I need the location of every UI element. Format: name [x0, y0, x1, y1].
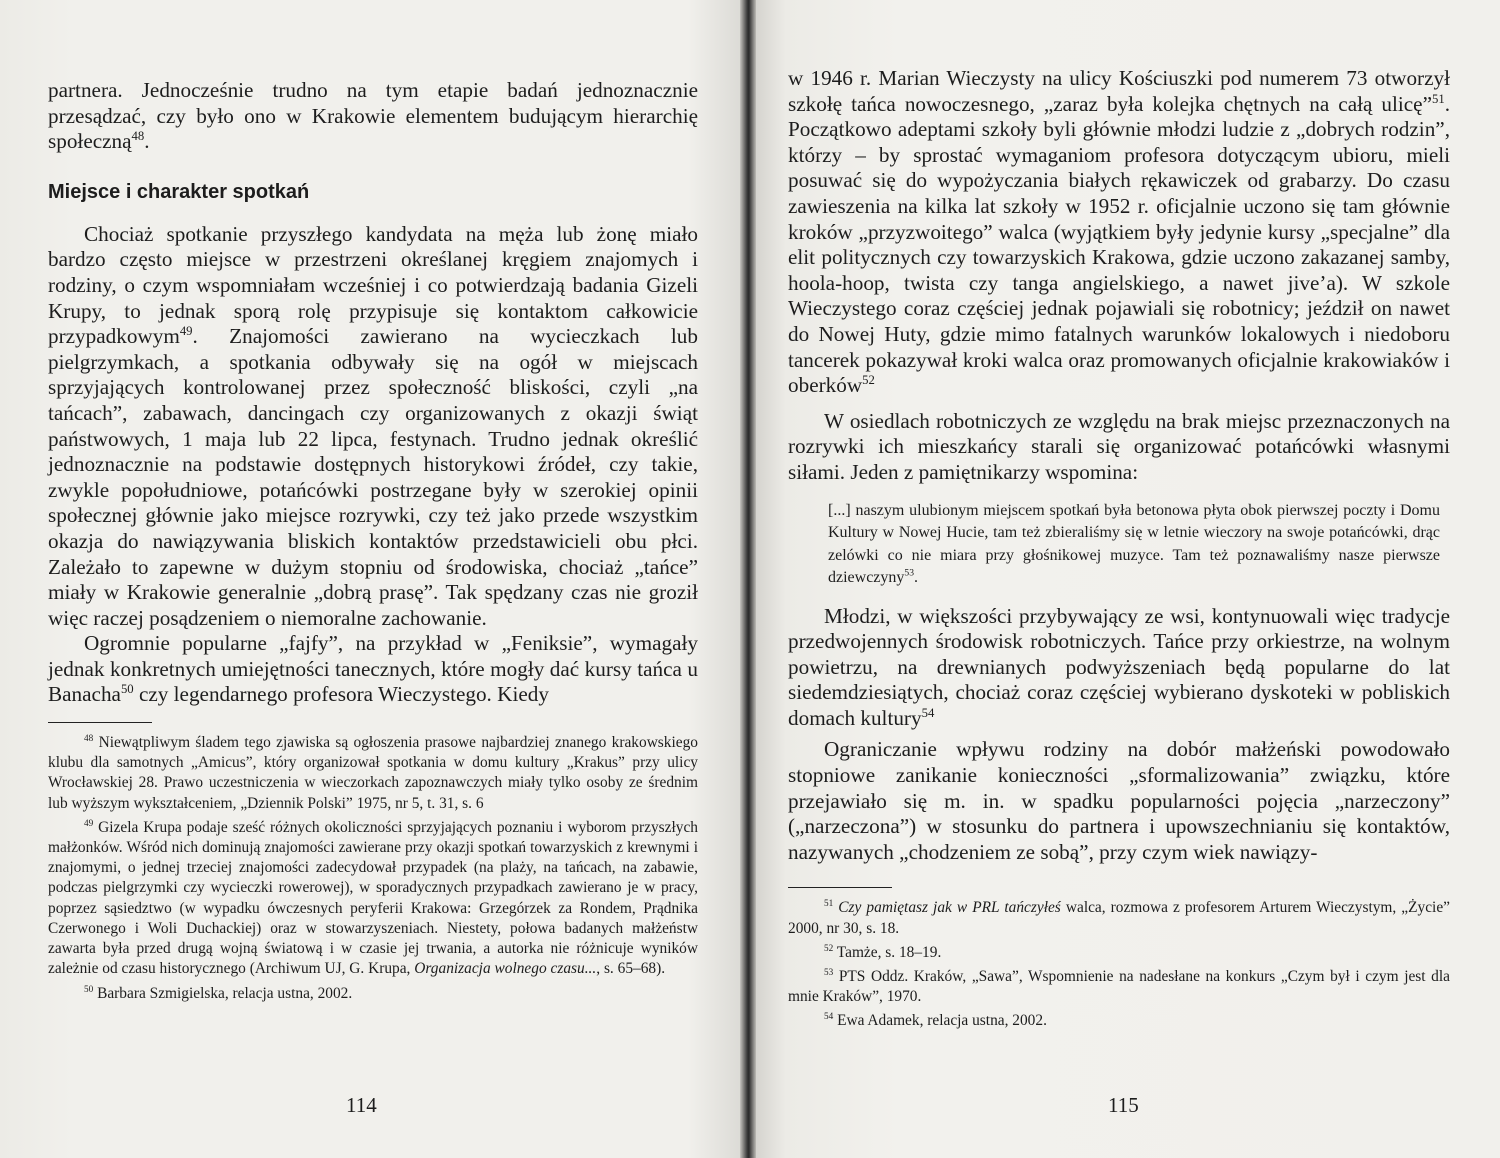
footnote-ref-51[interactable]: 51 [1431, 91, 1445, 106]
footnote-text: Tamże, s. 18–19. [833, 943, 942, 961]
paragraph-ograniczanie: Ograniczanie wpływu rodziny na dobór małżeński powodowało stopniowe zanikanie konieczności „sformalizowania” związku, które przejawiało się m. in. w spadku popularności pojęcia „narzeczony” („narzeczona”) w stosunku do partnera i upowszechnianiu się kontaktów, nazywanych „chodzeniem ze sobą”, przy czym wiek nawiązy- [788, 737, 1450, 864]
footnote-text: PTS Oddz. Kraków, „Sawa”, Wspomnienie na nadesłane na konkurs „Czym był i czym jest dla mnie Kraków”, 1970. [788, 968, 1450, 1006]
section-heading: Miejsce i charakter spotkań [48, 180, 310, 203]
footnote-51 [788, 898, 1450, 938]
paragraph-text: czy legendarnego profesora Wieczystego. Kiedy [133, 682, 549, 707]
page-number-left: 114 [346, 1093, 377, 1117]
footnote-number: 53 [824, 966, 834, 977]
footnote-ref-52[interactable]: 52 [862, 373, 875, 388]
paragraph-meeting-places [48, 222, 698, 632]
footnote-text: walca, rozmowa z profesorem Arturem Wieczystym, „Życie” 2000, nr 30, s. 18. [788, 899, 1450, 937]
paragraph-text: . Znajomości zawierano na wycieczkach lub pielgrzymkach, a spotkania odbywały się na ogół w miejscach sprzyjających kontrolowanej przez społeczność bliskości, czyli „na tańcach”, zabawach, dancingach czy organizowanych z okazji świąt państwowych, 1 maja lub 22 lipca, festynach. Trudno jednak określić jednoznacznie na podstawie dostępnych historykowi źródeł, czy takie, zwykle popołudniowe, potańcówki postrzegane były w szerokiej opinii społecznej głównie jako miejsce rozrywki, czy też jako przede wszystkim okazja do nawiązywania bliskich kontaktów przedstawicieli obu płci. Zależało to zapewne w dużym stopniu od środowiska, chociaż „tańce” miały w Krakowie generalnie „dobrą prasę”. Tak spędzany czas nie groził więc raczej posądzeniem o niemoralne zachowanie. [48, 324, 698, 630]
footnote-number: 49 [84, 817, 94, 828]
footnote-number: 54 [824, 1011, 834, 1022]
footnote-italic-title: Organizacja wolnego czasu... [414, 960, 597, 978]
footnote-50 [48, 984, 698, 1004]
left-text-column [48, 78, 698, 1008]
paragraph-osiedla: W osiedlach robotniczych ze względu na brak miejsc przeznaczonych na rozrywki ich mieszkańcy starali się organizować potańcówki własnymi siłami. Jeden z pamiętnikarzy wspomina: [788, 408, 1450, 484]
paragraph-text: Młodzi, w większości przybywający ze wsi, kontynuowali więc tradycje przedwojennych środowisk robotniczych. Tańce przy orkiestrze, na wolnym powietrzu, na drewnianych podwyższeniach będą popularne do lat siedemdziesiątych, chociaż coraz częściej wybierano dyskoteki w pobliskich domach kultury [788, 603, 1450, 730]
quote-end: . [914, 569, 918, 586]
paragraph-fajfy [48, 631, 698, 708]
paragraph-wieczysty [788, 66, 1450, 399]
footnote-number: 51 [824, 898, 834, 909]
footnote-text: Niewątpliwym śladem tego zjawiska są ogłoszenia prasowe najbardziej znanego krakowskiego klubu dla samotnych „Amicus”, który organizował spotkania w domu kultury „Krakus” przy ulicy Wrocławskiej 28. Prawo uczestniczenia w wieczorkach zapoznawczych miały tylko osoby ze średnim lub wyższym wykształceniem, „Dziennik Polski” 1975, nr 5, t. 31, s. 6 [48, 734, 698, 812]
book-gutter [740, 0, 756, 1158]
paragraph-text: Chociaż spotkanie przyszłego kandydata na męża lub żonę miało bardzo często miejsce w przestrzeni określanej kręgiem znajomych i rodziny, o czym wspomniałam wcześniej i co potwierdzają badania Gizeli Krupy, to jednak sporą rolę przypisuje się kontaktom całkowicie przypadkowym [48, 221, 698, 349]
footnote-number: 48 [84, 732, 94, 743]
right-text-column [788, 66, 1450, 1036]
paragraph-text: w 1946 r. Marian Wieczysty na ulicy Kościuszki pod numerem 73 otworzył szkołę tańca nowoczesnego, „zaraz była kolejka chętnych na całą ulicę” [788, 66, 1450, 116]
footnote-italic-title: Czy pamiętasz jak w PRL tańczyłeś [833, 899, 1061, 917]
footnote-divider [788, 887, 892, 888]
footnote-54 [788, 1011, 1450, 1031]
footnote-49 [48, 818, 698, 980]
paragraph-text: . Początkowo adeptami szkoły byli głównie młodzi ludzie z „dobrych rodzin”, którzy – by sprostać wymaganiom profesora dotyczącym ubioru, mieli posuwać się do wypożyczania białych rękawiczek od grabarzy. Do czasu zawieszenia na kilka lat szkoły w 1952 r. oficjalnie uczono się tam głównie kroków „przyzwoitego” walca (wyjątkiem były jedynie kursy „specjalne” dla elit politycznych czy towarzyskich Krakowa, gdzie uczono zakazanej samby, hoola-hoop, twista czy tanga angielskiego, a nawet jive’a). W szkole Wieczystego coraz częściej jednak pojawiali się robotnicy; jeździł on nawet do Nowej Huty, gdzie mimo fatalnych warunków lokalowych i niedoboru tancerek pokazywał kroki walca oraz promowanych oficjalnie krakowiaków i oberków [788, 91, 1450, 398]
intro-text: partnera. Jednocześnie trudno na tym etapie badań jednoznacznie przesądzać, czy było ono w Krakowie elementem budującym hierarchię społeczną [48, 78, 698, 154]
footnote-text: , s. 65–68). [596, 960, 666, 978]
quote-text: [...] naszym ulubionym miejscem spotkań była betonowa płyta obok pierwszej poczty i Domu Kultury w Nowej Hucie, tam też zbieraliśmy się w letnie wieczory na swoje potańcówki, drąc zelówki co nie miara przy głośnikowej muzyce. Tam też poznawaliśmy nasze pierwsze dziewczyny [828, 501, 1440, 586]
footnote-ref-49[interactable]: 49 [179, 324, 193, 339]
paragraph-mlodzi [788, 604, 1450, 732]
footnote-text: Ewa Adamek, relacja ustna, 2002. [833, 1012, 1047, 1030]
footnote-text: Barbara Szmigielska, relacja ustna, 2002. [93, 984, 353, 1002]
footnote-text: Gizela Krupa podaje sześć różnych okoliczności sprzyjających poznaniu i wyborom przyszłych małżonków. Wśród nich dominują znajomości zawierane przy okazji spotkań towarzyskich z krewnymi i znajomymi, o jednej trzeciej znajomości zadecydował przypadek (na plaży, na tańcach, na zabawie, podczas pielgrzymki czy wycieczki rowerowej), w sporadycznych przypadkach zawierano je w pracy, poprzez sąsiedztwo (w wypadku ówczesnych peryferii Krakowa: Grzegórzek za Rondem, Prądnika Czerwonego i Woli Duchackiej) oraz w stowarzyszeniach. Niestety, połowa badanych małżeństw zawarta była przed drugą wojną światową i w czasie jej trwania, a autorka nie różnicuje wyników zależnie od czasu historycznego (Archiwum UJ, G. Krupa, [48, 818, 698, 978]
footnote-ref-54[interactable]: 54 [921, 705, 935, 720]
footnote-48 [48, 733, 698, 814]
intro-end: . [144, 129, 150, 154]
page-number-right: 115 [1108, 1093, 1139, 1117]
right-page [748, 0, 1500, 1158]
footnote-number: 52 [824, 942, 834, 953]
footnote-52 [788, 943, 1450, 963]
footnote-ref-50[interactable]: 50 [120, 682, 134, 697]
footnote-ref-48[interactable]: 48 [131, 129, 145, 144]
paragraph-text: Ogromnie popularne „fajfy”, na przykład w „Feniksie”, wymagały jednak konkretnych umiejętności tanecznych, które mogły dać kursy tańca u Banacha [48, 631, 698, 707]
footnote-number: 50 [84, 983, 94, 994]
intro-paragraph [48, 78, 698, 155]
footnote-ref-53[interactable]: 53 [904, 567, 914, 579]
left-page [0, 0, 748, 1158]
block-quote [828, 500, 1440, 590]
footnote-53 [788, 967, 1450, 1007]
footnote-divider [48, 722, 152, 723]
